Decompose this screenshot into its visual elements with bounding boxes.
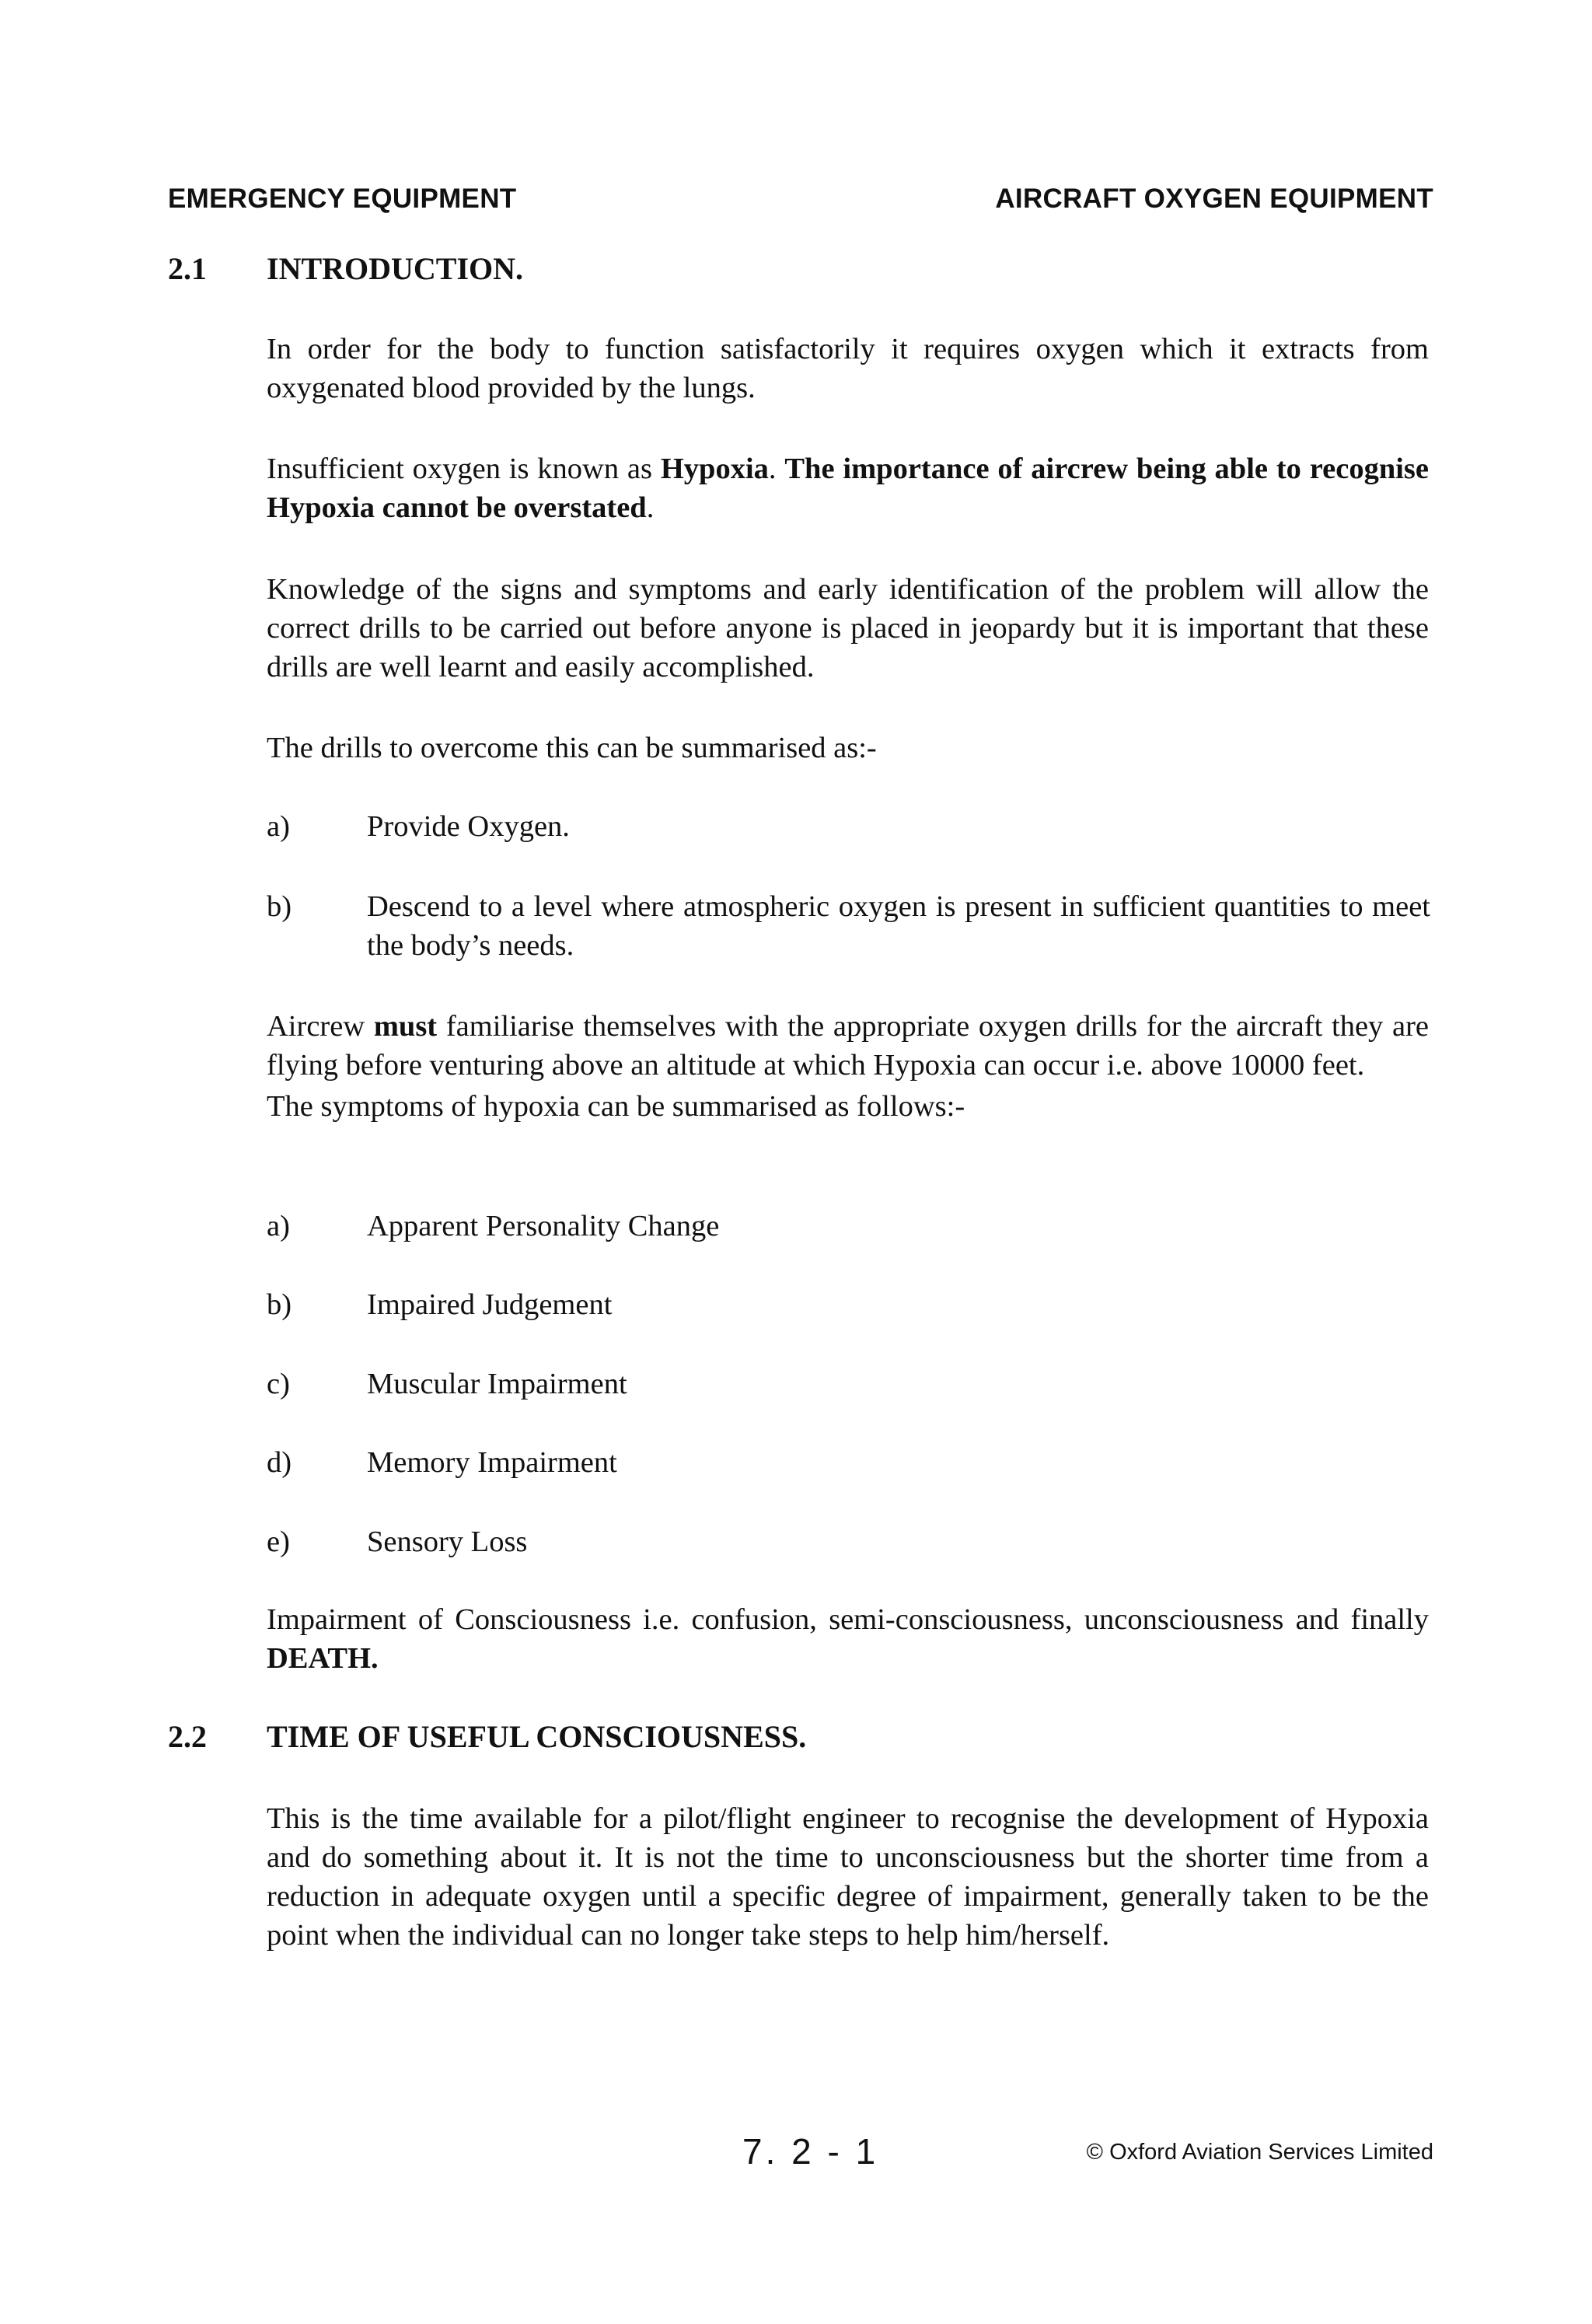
header-left: EMERGENCY EQUIPMENT xyxy=(168,183,517,214)
symptom-text: Muscular Impairment xyxy=(367,1368,627,1400)
drill-text: Descend to a level where atmospheric oxygen is present in sufficient quantities to meet the body’s needs. xyxy=(367,890,1430,962)
drill-text: Provide Oxygen. xyxy=(367,810,570,843)
paragraph: This is the time available for a pilot/flight engineer to recognise the development of Hypoxia and do something about it. It is not the time to unconsciousness but the shorter time from a reduction in adequate oxygen until a specific degree of impairment, generally taken to be the point when the individual can no longer take steps to help him/herself. xyxy=(267,1802,1429,1952)
page-number: 7. 2 - 1 xyxy=(742,2131,879,2172)
text-run: . xyxy=(646,491,655,524)
paragraph: The symptoms of hypoxia can be summarised as follows:- xyxy=(267,1090,965,1123)
paragraph xyxy=(267,1600,1429,1678)
bold-text: Hypoxia xyxy=(660,453,769,485)
section-number: 2.2 xyxy=(168,1719,207,1754)
copyright-notice: © Oxford Aviation Services Limited xyxy=(1086,2140,1433,2165)
paragraph: The drills to overcome this can be summarised as:- xyxy=(267,732,877,764)
symptom-label: c) xyxy=(267,1368,290,1400)
section-number: 2.1 xyxy=(168,251,207,286)
symptom-label: d) xyxy=(267,1446,292,1479)
symptom-text: Apparent Personality Change xyxy=(367,1210,720,1242)
symptom-text: Impaired Judgement xyxy=(367,1288,613,1321)
text-run: Insufficient oxygen is known as xyxy=(267,453,661,485)
section-title: TIME OF USEFUL CONSCIOUSNESS. xyxy=(267,1719,807,1754)
symptom-text: Sensory Loss xyxy=(367,1525,528,1558)
text-run: familiarise themselves with the appropriate oxygen drills for the aircraft they are flying before venturing above an altitude at which Hypoxia can occur i.e. above 10000 feet. xyxy=(267,1010,1430,1082)
paragraph: Knowledge of the signs and symptoms and early identification of the problem will allow the correct drills to be carried out before anyone is placed in jeopardy but it is important that these drills are well learnt and easily accomplished. xyxy=(267,573,1429,683)
section-title: INTRODUCTION. xyxy=(267,251,524,286)
text-run: Aircrew xyxy=(267,1010,374,1043)
paragraph xyxy=(267,449,1429,527)
symptom-text: Memory Impairment xyxy=(367,1446,617,1479)
bold-text: must xyxy=(373,1010,438,1043)
text-run: Impairment of Consciousness i.e. confusion, semi-consciousness, unconsciousness and finally xyxy=(267,1603,1429,1636)
bold-text: DEATH. xyxy=(267,1642,379,1675)
symptom-label: a) xyxy=(267,1210,290,1242)
symptom-label: e) xyxy=(267,1525,290,1558)
bold-text: The importance of aircrew being able to recognise Hypoxia cannot be overstated xyxy=(267,453,1429,524)
paragraph: In order for the body to function satisfactorily it requires oxygen which it extracts from oxygenated blood provided by the lungs. xyxy=(267,333,1429,404)
symptom-label: b) xyxy=(267,1288,292,1321)
header-right: AIRCRAFT OXYGEN EQUIPMENT xyxy=(995,183,1433,214)
drill-label: a) xyxy=(267,810,290,843)
text-run: . xyxy=(768,453,785,485)
paragraph xyxy=(267,1007,1429,1085)
drill-label: b) xyxy=(267,890,292,923)
